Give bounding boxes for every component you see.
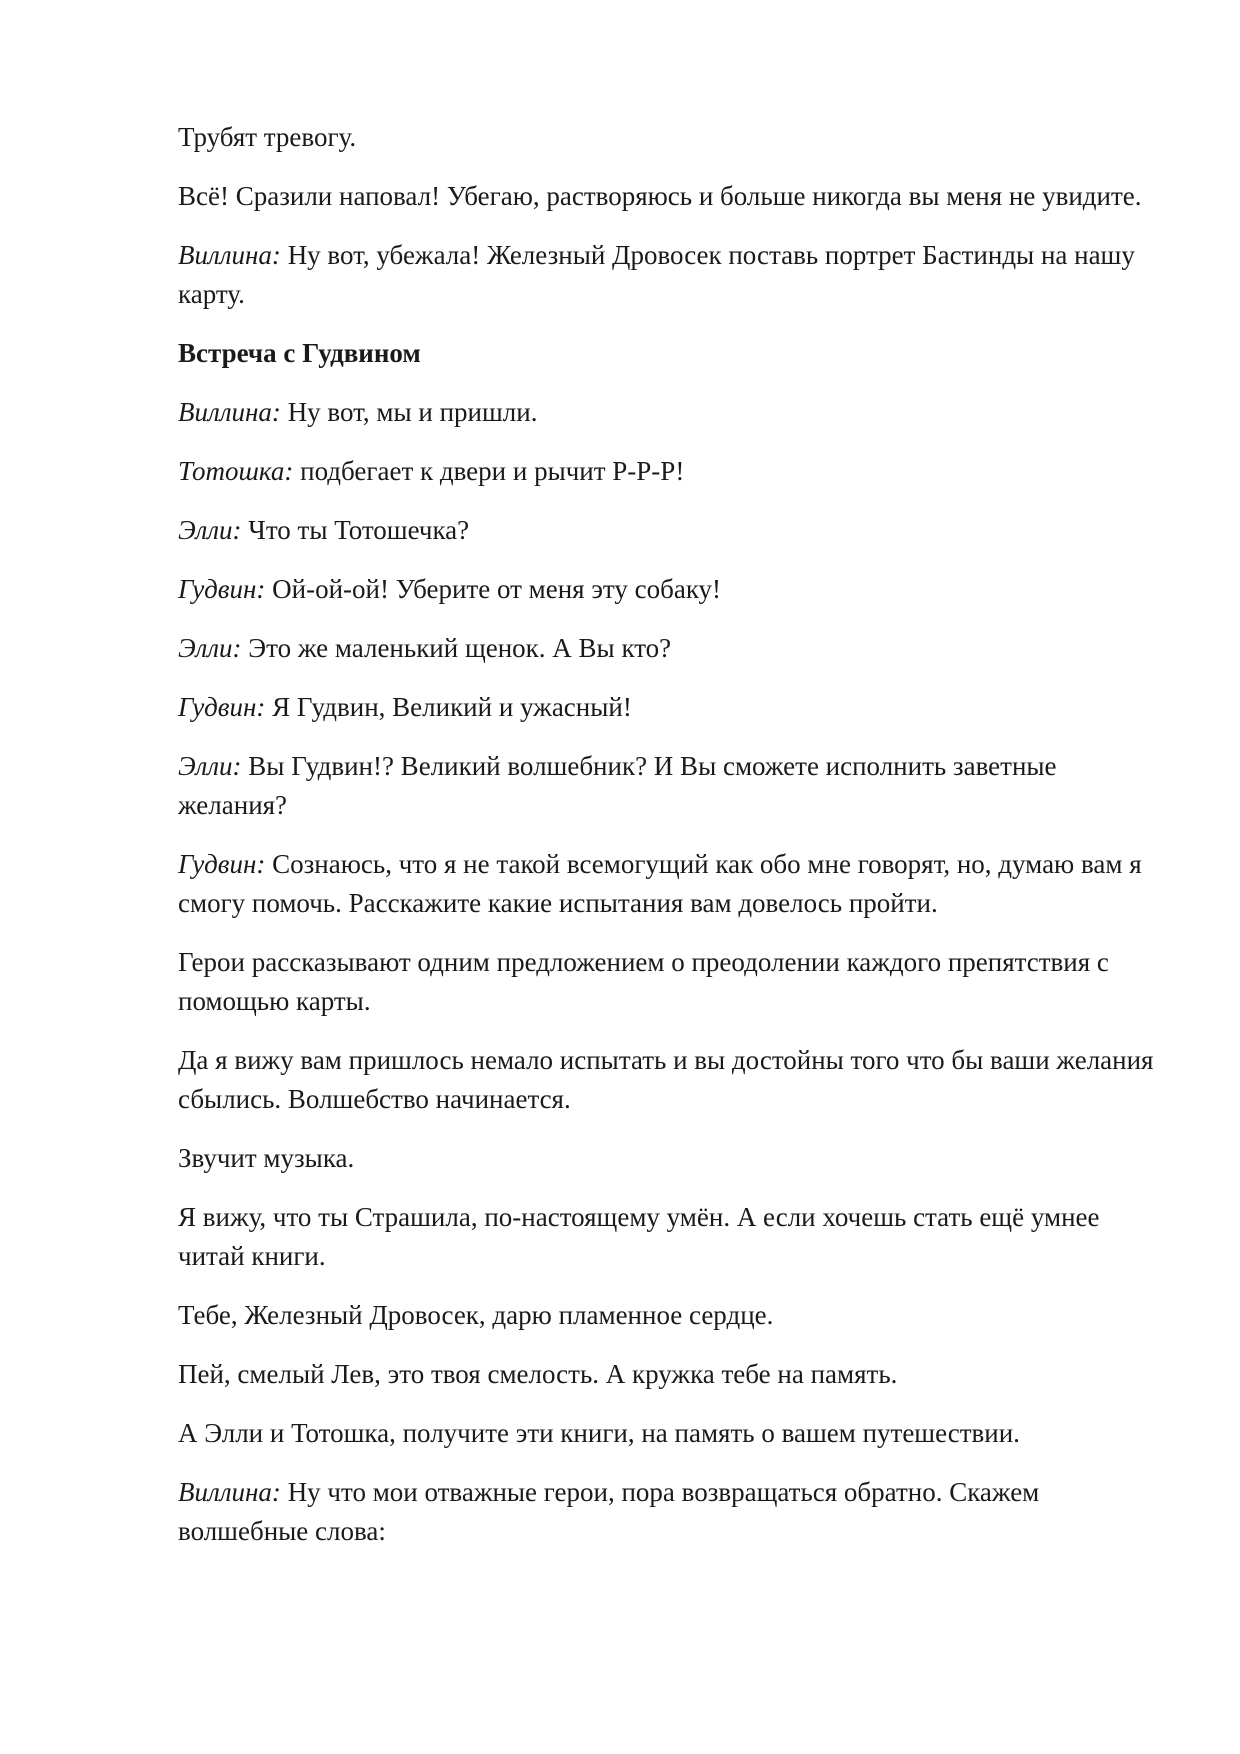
dialogue-line <box>178 688 1158 727</box>
stage-direction: Трубят тревогу. <box>178 122 357 152</box>
dialogue-line <box>178 452 1158 491</box>
speaker-name: Элли: <box>178 633 242 663</box>
dialogue-line <box>178 629 1158 668</box>
speaker-name: Виллина: <box>178 397 281 427</box>
monologue-line: Всё! Сразили наповал! Убегаю, растворяюсь и больше никогда вы меня не увидите. <box>178 181 1142 211</box>
line-text: Ну вот, мы и пришли. <box>280 397 538 427</box>
monologue-line: Я вижу, что ты Страшила, по-настоящему умён. А если хочешь стать ещё умнее читай книги. <box>178 1202 1100 1271</box>
monologue-line: Да я вижу вам пришлось немало испытать и вы достойны того что бы ваши желания сбылись. Волшебство начинается. <box>178 1045 1154 1114</box>
monologue-line: Тебе, Железный Дровосек, дарю пламенное сердце. <box>178 1300 774 1330</box>
line-text: Я Гудвин, Великий и ужасный! <box>265 692 632 722</box>
line-text: Что ты Тотошечка? <box>241 515 470 545</box>
line-text: Ой-ой-ой! Уберите от меня эту собаку! <box>265 574 722 604</box>
line-text: Сознаюсь, что я не такой всемогущий как обо мне говорят, но, думаю вам я смогу помочь. Расскажите какие испытания вам довелось пройти. <box>178 849 1142 918</box>
dialogue-line <box>178 1473 1158 1551</box>
line-text: Ну вот, убежала! Железный Дровосек поставь портрет Бастинды на нашу карту. <box>178 240 1135 309</box>
speaker-name: Гудвин: <box>178 692 266 722</box>
line-text: Вы Гудвин!? Великий волшебник? И Вы сможете исполнить заветные желания? <box>178 751 1057 820</box>
line-text: Это же маленький щенок. А Вы кто? <box>241 633 672 663</box>
line-text: подбегает к двери и рычит Р-Р-Р! <box>293 456 685 486</box>
dialogue-line <box>178 845 1158 923</box>
stage-direction: Герои рассказывают одним предложением о преодолении каждого препятствия с помощью карты. <box>178 947 1109 1016</box>
monologue-line: А Элли и Тотошка, получите эти книги, на память о вашем путешествии. <box>178 1418 1020 1448</box>
document-page <box>178 118 1158 1571</box>
speaker-name: Элли: <box>178 751 242 781</box>
dialogue-line <box>178 393 1158 432</box>
dialogue-line <box>178 236 1158 314</box>
section-heading: Встреча с Гудвином <box>178 338 421 368</box>
speaker-name: Виллина: <box>178 240 281 270</box>
dialogue-line <box>178 511 1158 550</box>
dialogue-line <box>178 570 1158 609</box>
line-text: Ну что мои отважные герои, пора возвращаться обратно. Скажем волшебные слова: <box>178 1477 1040 1546</box>
dialogue-line <box>178 747 1158 825</box>
speaker-name: Гудвин: <box>178 574 266 604</box>
stage-direction: Звучит музыка. <box>178 1143 355 1173</box>
monologue-line: Пей, смелый Лев, это твоя смелость. А кружка тебе на память. <box>178 1359 898 1389</box>
speaker-name: Тотошка: <box>178 456 294 486</box>
speaker-name: Элли: <box>178 515 242 545</box>
speaker-name: Гудвин: <box>178 849 266 879</box>
speaker-name: Виллина: <box>178 1477 281 1507</box>
